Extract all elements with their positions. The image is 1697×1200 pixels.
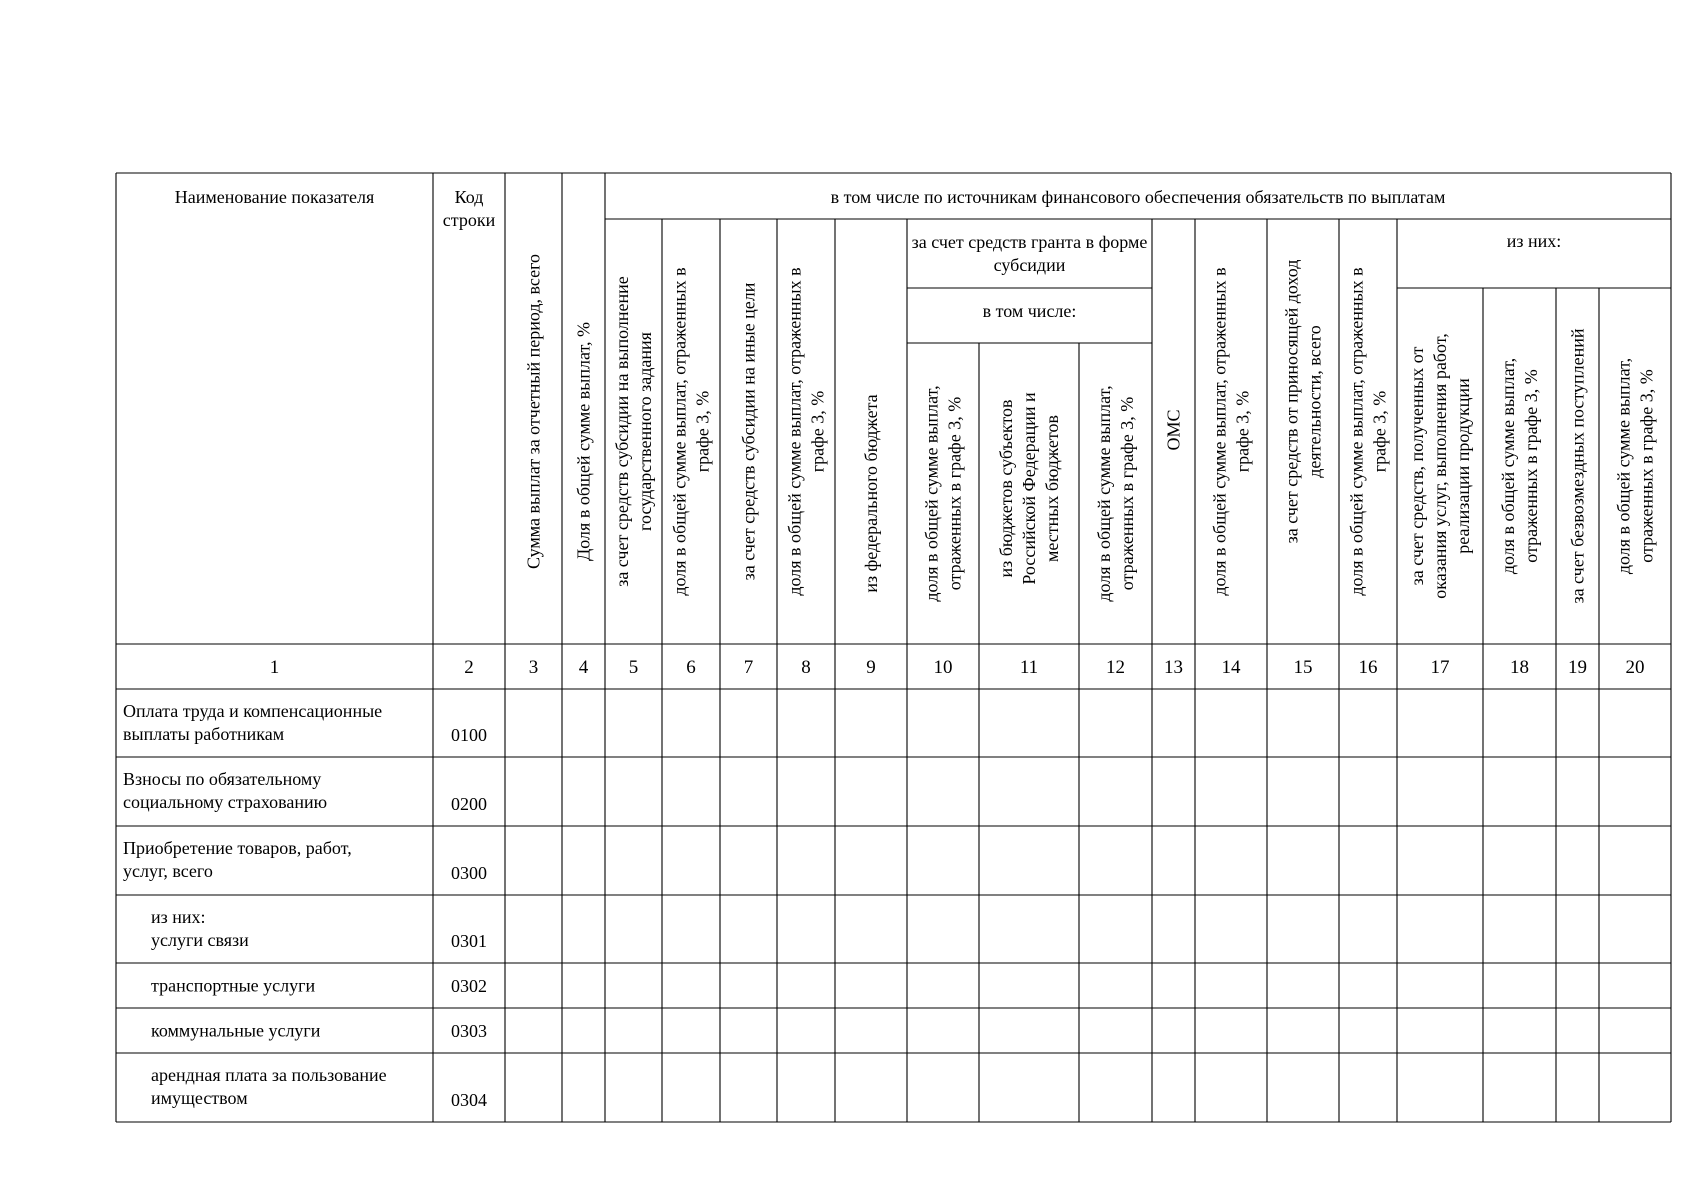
column-number: 10 bbox=[933, 657, 953, 678]
column-number: 17 bbox=[1430, 657, 1450, 678]
header-grant: за счет средств гранта в форме субсидии bbox=[911, 232, 1148, 275]
column-number: 3 bbox=[528, 657, 539, 678]
column-number: 14 bbox=[1221, 657, 1241, 678]
column-number: 5 bbox=[628, 657, 639, 678]
header-col10: доля в общей сумме выплат, отраженных в графе 3, % bbox=[921, 385, 965, 602]
header-col9: из федерального бюджета bbox=[861, 394, 881, 593]
column-number: 20 bbox=[1625, 657, 1645, 678]
column-number: 15 bbox=[1293, 657, 1313, 678]
header-col12: доля в общей сумме выплат, отраженных в графе 3, % bbox=[1094, 385, 1137, 602]
column-number: 12 bbox=[1106, 657, 1125, 678]
header-sources: в том числе по источникам финансового обеспечения обязательств по выплатам bbox=[830, 187, 1446, 207]
row-code: 0301 bbox=[451, 931, 487, 951]
header-col16: доля в общей сумме выплат, отраженных в графе 3, % bbox=[1346, 267, 1390, 596]
column-number: 11 bbox=[1019, 657, 1039, 678]
column-number: 13 bbox=[1164, 657, 1183, 678]
header-col8: доля в общей сумме выплат, отраженных в графе 3, % bbox=[784, 267, 828, 596]
column-number: 19 bbox=[1568, 657, 1587, 678]
column-number: 6 bbox=[686, 657, 696, 678]
column-number: 1 bbox=[269, 657, 280, 678]
row-label: из них: услуги связи bbox=[151, 907, 249, 950]
row-label: коммунальные услуги bbox=[151, 1020, 321, 1041]
column-number: 16 bbox=[1358, 657, 1378, 678]
row-label: транспортные услуги bbox=[151, 975, 316, 996]
header-col6: доля в общей сумме выплат, отраженных в графе 3, % bbox=[669, 267, 713, 596]
header-col18: доля в общей сумме выплат, отраженных в графе 3, % bbox=[1498, 357, 1541, 575]
row-label: Приобретение товаров, работ, услуг, всего bbox=[123, 838, 352, 881]
column-number: 18 bbox=[1510, 657, 1529, 678]
header-of-them: из них: bbox=[1506, 231, 1562, 251]
header-col15: за счет средств от приносящей доход деятельности, всего bbox=[1281, 259, 1325, 544]
row-code: 0300 bbox=[451, 863, 487, 883]
column-number: 4 bbox=[578, 657, 589, 678]
header-col19: за счет безвозмездных поступлений bbox=[1567, 328, 1588, 604]
header-col4: Доля в общей сумме выплат, % bbox=[573, 322, 594, 561]
header-name: Наименование показателя bbox=[174, 187, 375, 207]
header-col11: из бюджетов субъектов Российской Федерации и местных бюджетов bbox=[996, 392, 1062, 585]
header-col17: за счет средств, полученных от оказания услуг, выполнения работ, реализации продукции bbox=[1407, 333, 1473, 599]
row-code: 0304 bbox=[451, 1090, 487, 1110]
header-grant-incl: в том числе: bbox=[982, 301, 1077, 321]
column-number: 8 bbox=[801, 657, 811, 678]
row-code: 0100 bbox=[451, 725, 487, 745]
header-col7: за счет средств субсидии на иные цели bbox=[738, 282, 759, 581]
header-col5: за счет средств субсидии на выполнение государственного задания bbox=[612, 276, 655, 587]
header-col14: доля в общей сумме выплат, отраженных в графе 3, % bbox=[1209, 267, 1253, 596]
row-code: 0303 bbox=[451, 1021, 487, 1041]
column-number: 7 bbox=[743, 657, 754, 678]
row-label: арендная плата за пользование имуществом bbox=[151, 1065, 387, 1108]
header-col20: доля в общей сумме выплат, отраженных в графе 3, % bbox=[1613, 357, 1657, 575]
column-number: 2 bbox=[464, 657, 474, 678]
row-code: 0302 bbox=[451, 976, 487, 996]
row-code: 0200 bbox=[451, 794, 487, 814]
header-col3: Сумма выплат за отчетный период, всего bbox=[523, 254, 544, 569]
header-code: Код строки bbox=[442, 187, 496, 230]
row-label: Оплата труда и компенсационные выплаты работникам bbox=[123, 701, 383, 744]
column-number: 9 bbox=[866, 657, 876, 678]
row-label: Взносы по обязательному социальному страхованию bbox=[123, 769, 328, 812]
header-col13: ОМС bbox=[1163, 409, 1184, 451]
